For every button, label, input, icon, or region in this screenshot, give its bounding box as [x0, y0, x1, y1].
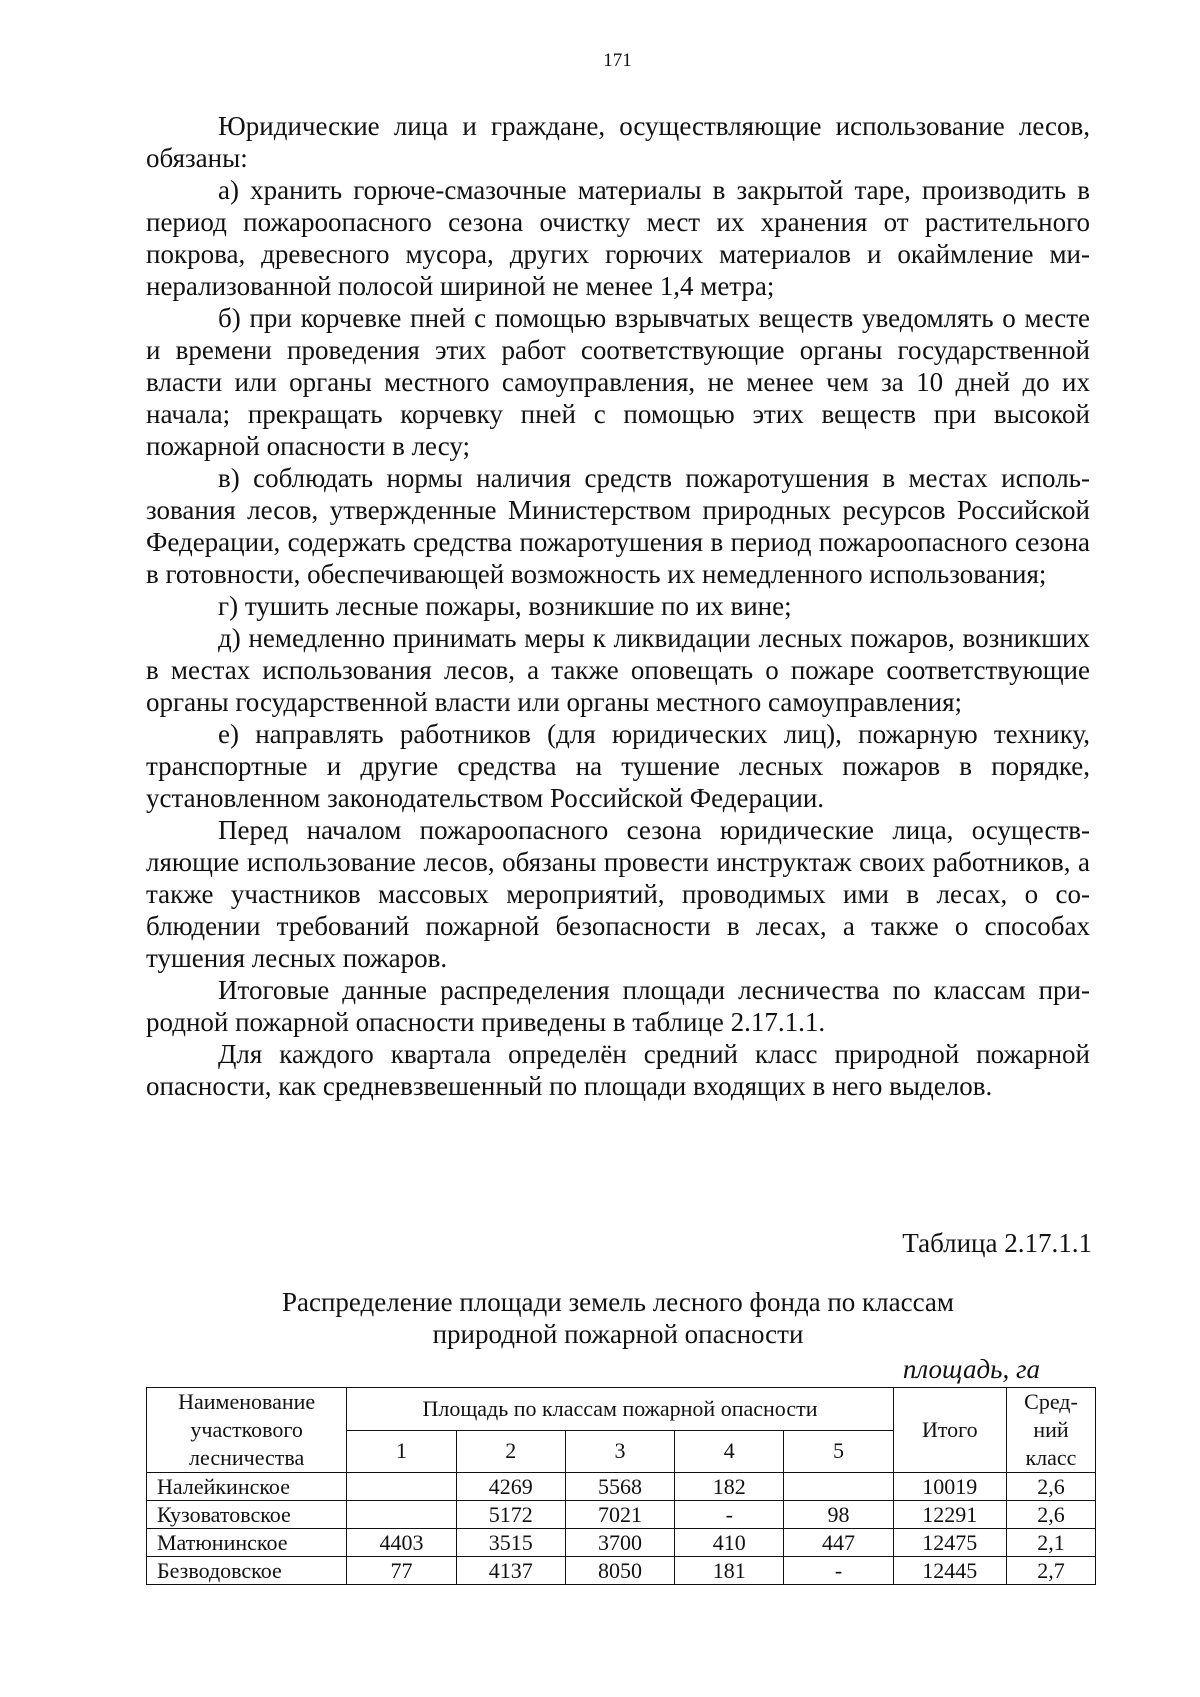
- cell-class-2: 4137: [456, 1557, 565, 1585]
- table-title: [146, 1286, 1090, 1350]
- paragraph-item-d: д) немедленно принимать меры к ликвидации лесных пожаров, возникших в местах использования лесов, а также оповещать о пожаре соответствующие органы государственной власти или органы местного самоуправления;: [146, 623, 1090, 717]
- header-area-by-class: Площадь по классам пожарной опасности: [347, 1388, 893, 1431]
- table-row: [147, 1529, 1096, 1557]
- cell-class-2: 4269: [456, 1473, 565, 1501]
- cell-average-class: 2,1: [1006, 1529, 1095, 1557]
- cell-class-3: 7021: [565, 1501, 674, 1529]
- cell-total: 12291: [893, 1501, 1006, 1529]
- fire-danger-table: [146, 1387, 1096, 1585]
- paragraph-item-b: б) при корчевке пней с помощью взрывчатых веществ уведомлять о месте и времени проведения этих работ соответствующие органы государственной власти или органы местного самоуправления, не менее чем за 10 дней до их начала; прекращать корчевку пней с помощью этих веществ при высокой пожарной опасности в лесу;: [146, 303, 1090, 461]
- header-class-2: 2: [456, 1430, 565, 1473]
- cell-class-3: 3700: [565, 1529, 674, 1557]
- cell-class-1: [347, 1501, 456, 1529]
- table-row: [147, 1473, 1096, 1501]
- cell-class-4: -: [675, 1501, 784, 1529]
- paragraph-summary: Итоговые данные распределения площади лесничества по классам природной пожарной опасности приведены в таблице 2.17.1.1.: [146, 975, 1090, 1037]
- cell-class-4: 182: [675, 1473, 784, 1501]
- paragraph-item-a: а) хранить горюче-смазочные материалы в закрытой таре, производить в период пожароопасного сезона очистку мест их хранения от растительного покрова, древесного мусора, других горючих материалов и окаймление минерализованной полосой шириной не менее 1,4 метра;: [146, 175, 1090, 301]
- table-row: [147, 1557, 1096, 1585]
- cell-class-2: 5172: [456, 1501, 565, 1529]
- cell-average-class: 2,6: [1006, 1473, 1095, 1501]
- cell-class-5: -: [784, 1557, 893, 1585]
- table-row: [147, 1501, 1096, 1529]
- paragraph-instruction: Перед началом пожароопасного сезона юридические лица, осуществляющие использование лесов, обязаны провести инструктаж своих работников, а также участников массовых мероприятий, проводимых ими в лесах, о соблюдении требований пожарной безопасности в лесах, а также о способах тушения лесных пожаров.: [146, 815, 1090, 973]
- cell-class-3: 8050: [565, 1557, 674, 1585]
- header-class-3: 3: [565, 1430, 674, 1473]
- header-class-4: 4: [675, 1430, 784, 1473]
- cell-class-5: [784, 1473, 893, 1501]
- table-number: Таблица 2.17.1.1: [902, 1228, 1092, 1258]
- paragraph-item-g: г) тушить лесные пожары, возникшие по их вине;: [218, 591, 792, 621]
- cell-class-5: 98: [784, 1501, 893, 1529]
- cell-forestry-name: Матюнинское: [147, 1529, 347, 1557]
- cell-class-5: 447: [784, 1529, 893, 1557]
- header-total: Итого: [893, 1388, 1006, 1473]
- table-units: площадь, га: [902, 1354, 1040, 1384]
- header-forestry-name: Наименование участкового лесничества: [147, 1388, 347, 1473]
- cell-class-2: 3515: [456, 1529, 565, 1557]
- cell-class-3: 5568: [565, 1473, 674, 1501]
- cell-average-class: 2,7: [1006, 1557, 1095, 1585]
- cell-forestry-name: Кузоватовское: [147, 1501, 347, 1529]
- table-header-row: [147, 1388, 1096, 1431]
- paragraph-average-class: Для каждого квартала определён средний класс природной пожарной опасности, как средневзвешенный по площади входящих в него выделов.: [146, 1039, 1090, 1101]
- table-title-line-2: природной пожарной опасности: [432, 1319, 804, 1349]
- cell-total: 12475: [893, 1529, 1006, 1557]
- header-average-class: Средний класс: [1006, 1388, 1095, 1473]
- paragraph-intro: Юридические лица и граждане, осуществляющие использование лесов, обязаны:: [146, 111, 1090, 173]
- cell-class-1: 4403: [347, 1529, 456, 1557]
- cell-forestry-name: Налейкинское: [147, 1473, 347, 1501]
- cell-forestry-name: Безводовское: [147, 1557, 347, 1585]
- table-title-line-1: Распределение площади земель лесного фонда по классам: [281, 1287, 955, 1317]
- cell-total: 10019: [893, 1473, 1006, 1501]
- cell-average-class: 2,6: [1006, 1501, 1095, 1529]
- header-class-1: 1: [347, 1430, 456, 1473]
- cell-class-4: 181: [675, 1557, 784, 1585]
- paragraph-item-v: в) соблюдать нормы наличия средств пожаротушения в местах использования лесов, утвержденные Министерством природных ресурсов Российской Федерации, содержать средства пожаротушения в период пожароопасного сезона в готовности, обеспечивающей возможность их немедленного использования;: [146, 463, 1090, 589]
- page-number: 171: [603, 50, 632, 71]
- cell-class-1: [347, 1473, 456, 1501]
- cell-total: 12445: [893, 1557, 1006, 1585]
- paragraph-item-e: е) направлять работников (для юридических лиц), пожарную технику, транспортные и другие средства на тушение лесных пожаров в порядке, установленном законодательством Российской Федерации.: [146, 719, 1090, 813]
- cell-class-4: 410: [675, 1529, 784, 1557]
- body-text: [146, 110, 1090, 1102]
- cell-class-1: 77: [347, 1557, 456, 1585]
- header-class-5: 5: [784, 1430, 893, 1473]
